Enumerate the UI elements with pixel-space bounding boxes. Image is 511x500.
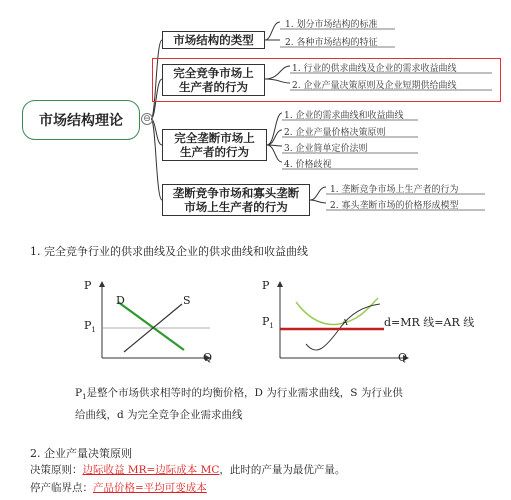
demand-label: D — [116, 294, 125, 307]
supply-demand-graph — [78, 278, 223, 374]
rule-highlight: 边际收益 MR=边际成本 MC — [82, 464, 220, 476]
caption-line: 给曲线，d 为完全竞争企业需求曲线 — [75, 409, 243, 422]
leaf-item: 3. 企业简单定价法则 — [284, 144, 368, 154]
branch-title-line: 完全竞争市场上 — [173, 66, 254, 80]
branch-title-line: 生产者的行为 — [180, 145, 249, 159]
branch-title-line: 垄断竞争市场和寡头垄断 — [172, 186, 300, 200]
mr-line-label: d=MR 线=AR 线 — [384, 316, 475, 329]
caption-line: $P_1$是整个市场供求相等时的均衡价格，D 为行业需求曲线，S 为行业供 — [75, 387, 403, 402]
graph-caption — [75, 384, 505, 424]
p1-label: $P_1$ — [262, 315, 274, 331]
leaf-item: 4. 价格歧视 — [284, 160, 332, 170]
marginal-cost-curve — [306, 304, 380, 350]
branch-perfect-competition — [162, 64, 265, 96]
branch-title: 市场结构的类型 — [173, 33, 254, 47]
section1-heading: 1. 完全竞争行业的供求曲线及企业的供求曲线和收益曲线 — [30, 245, 308, 258]
branch-title-line: 完全垄断市场上 — [174, 131, 255, 145]
branch-market-structure-types — [162, 31, 265, 49]
branch-title-line: 市场上生产者的行为 — [184, 200, 288, 214]
leaf-item: 1. 垄断竞争市场上生产者的行为 — [330, 185, 459, 195]
q-axis-label: Q — [203, 351, 213, 364]
leaf-item: 2. 企业产量决策原则及企业短期供给曲线 — [292, 81, 457, 91]
q-axis-label: Q — [398, 351, 408, 364]
p1-label: $P_1$ — [84, 319, 96, 335]
point-a-label: A — [342, 318, 348, 327]
leaf-item: 1. 行业的供求曲线及企业的需求收益曲线 — [292, 64, 457, 74]
branch-monopoly — [162, 129, 267, 161]
shutdown-point: 停产临界点：产品价格=平均可变成本 — [30, 482, 207, 494]
decision-rule: 决策原则：边际收益 MR=边际成本 MC，此时的产量为最优产量。 — [30, 464, 346, 476]
collapse-icon[interactable]: ⊖ — [141, 113, 153, 125]
shutdown-highlight: 产品价格=平均可变成本 — [93, 482, 207, 494]
leaf-item: 2. 寡头垄断市场的价格形成模型 — [330, 201, 459, 211]
supply-label: S — [183, 294, 191, 307]
p-axis-label: P — [84, 279, 92, 292]
leaf-item: 2. 各种市场结构的特征 — [285, 38, 378, 48]
section2-heading: 2. 企业产量决策原则 — [30, 447, 132, 460]
branch-title-line: 生产者的行为 — [179, 80, 248, 94]
branch-oligopoly — [162, 184, 310, 216]
average-cost-curve — [296, 298, 378, 325]
leaf-item: 2. 企业产量价格决策原则 — [284, 128, 386, 138]
leaf-item: 1. 划分市场结构的标准 — [285, 20, 378, 30]
demand-curve — [118, 302, 184, 350]
p-axis-label: P — [262, 279, 270, 292]
leaf-item: 1. 企业的需求曲线和收益曲线 — [284, 111, 404, 121]
mindmap-root-node: 市场结构理论 — [22, 100, 140, 140]
